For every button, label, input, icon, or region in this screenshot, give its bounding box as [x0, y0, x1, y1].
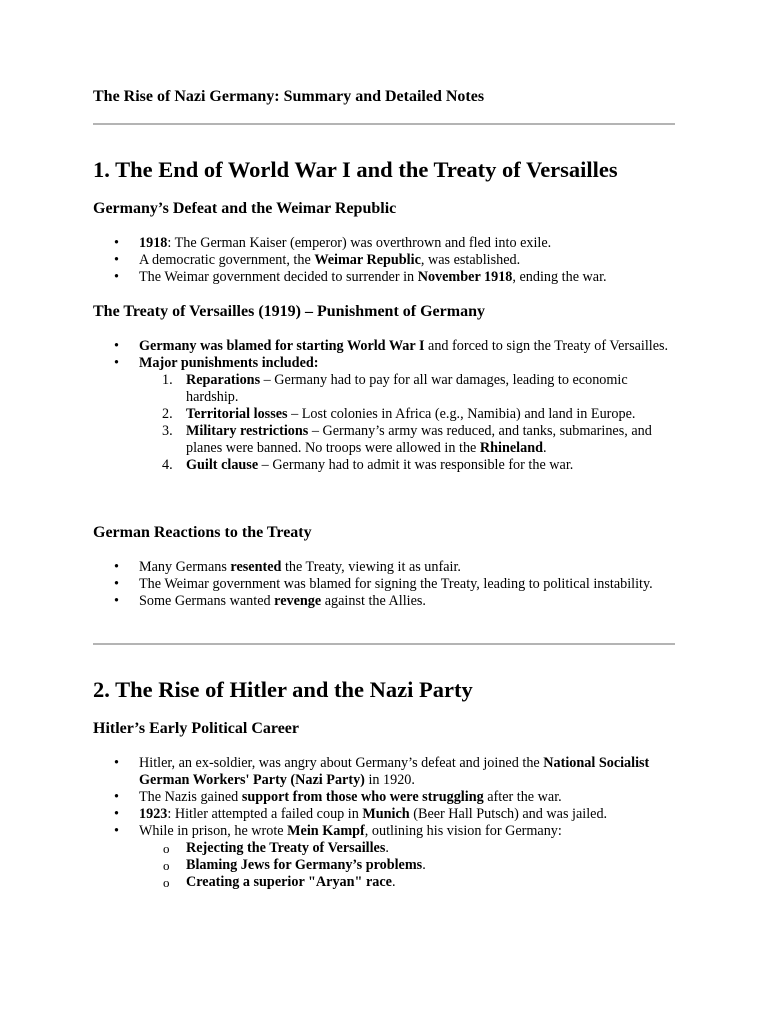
list-item: • The Nazis gained support from those who were struggling after the war.: [0, 789, 680, 806]
document-title: The Rise of Nazi Germany: Summary and Detailed Notes: [93, 88, 485, 105]
list-item: • Some Germans wanted revenge against the Allies.: [0, 593, 680, 610]
sub-list-item: o Blaming Jews for Germany’s problems.: [163, 857, 426, 873]
divider: [93, 123, 675, 125]
list-item: • While in prison, he wrote Mein Kampf, outlining his vision for Germany: o Rejecting the Treaty of Versailles. o Blaming Jews for Germany’s problems. o Creating a superior "Aryan" race.: [0, 823, 680, 891]
list-item: • The Weimar government decided to surrender in November 1918, ending the war.: [0, 269, 680, 286]
versailles-list: [0, 338, 680, 474]
punishments-list: [139, 372, 680, 474]
list-item: • Many Germans resented the Treaty, viewing it as unfair.: [0, 559, 680, 576]
subsection-reactions-heading: German Reactions to the Treaty: [93, 524, 312, 541]
weimar-list: [0, 235, 680, 286]
list-item: • 1923: Hitler attempted a failed coup in Munich (Beer Hall Putsch) and was jailed.: [0, 806, 680, 823]
sub-list-item: o Creating a superior "Aryan" race.: [163, 874, 396, 890]
list-item: • The Weimar government was blamed for signing the Treaty, leading to political instability.: [0, 576, 680, 593]
mein-kampf-list: [139, 840, 680, 891]
list-item: • 1918: The German Kaiser (emperor) was overthrown and fled into exile.: [0, 235, 680, 252]
list-item: • Major punishments included: 1. Reparations – Germany had to pay for all war damages, leading to economic hardship. 2. Territorial losses – Lost colonies in Africa (e.g., Namibia) and land in Europe. 3. Military restrictions – Germany’s army was reduced, and tanks, submarines, and planes were banned. No troops were allowed in the Rhineland. 4. Guilt clause – Germany had to admit it was responsible for the war.: [0, 355, 680, 474]
subsection-versailles-heading: The Treaty of Versailles (1919) – Punishment of Germany: [93, 303, 485, 320]
list-item: • Hitler, an ex-soldier, was angry about Germany’s defeat and joined the National Socialist German Workers' Party (Nazi Party) in 1920.: [0, 755, 680, 789]
numbered-item: 3. Military restrictions – Germany’s army was reduced, and tanks, submarines, and planes were banned. No troops were allowed in the Rhineland.: [162, 423, 652, 456]
section-1-heading: 1. The End of World War I and the Treaty of Versailles: [93, 157, 618, 182]
divider: [93, 643, 675, 645]
list-item: • A democratic government, the Weimar Republic, was established.: [0, 252, 680, 269]
numbered-item: 2. Territorial losses – Lost colonies in Africa (e.g., Namibia) and land in Europe.: [162, 406, 636, 422]
list-item: • Germany was blamed for starting World War I and forced to sign the Treaty of Versailles.: [0, 338, 680, 355]
numbered-item: 1. Reparations – Germany had to pay for all war damages, leading to economic hardship.: [162, 372, 628, 405]
reactions-list: [0, 559, 680, 610]
subsection-weimar-heading: Germany’s Defeat and the Weimar Republic: [93, 200, 397, 217]
sub-list-item: o Rejecting the Treaty of Versailles.: [163, 840, 389, 856]
numbered-item: 4. Guilt clause – Germany had to admit it was responsible for the war.: [162, 457, 574, 473]
hitler-list: [0, 755, 680, 891]
section-2-heading: 2. The Rise of Hitler and the Nazi Party: [93, 677, 473, 702]
subsection-hitler-heading: Hitler’s Early Political Career: [93, 720, 299, 737]
